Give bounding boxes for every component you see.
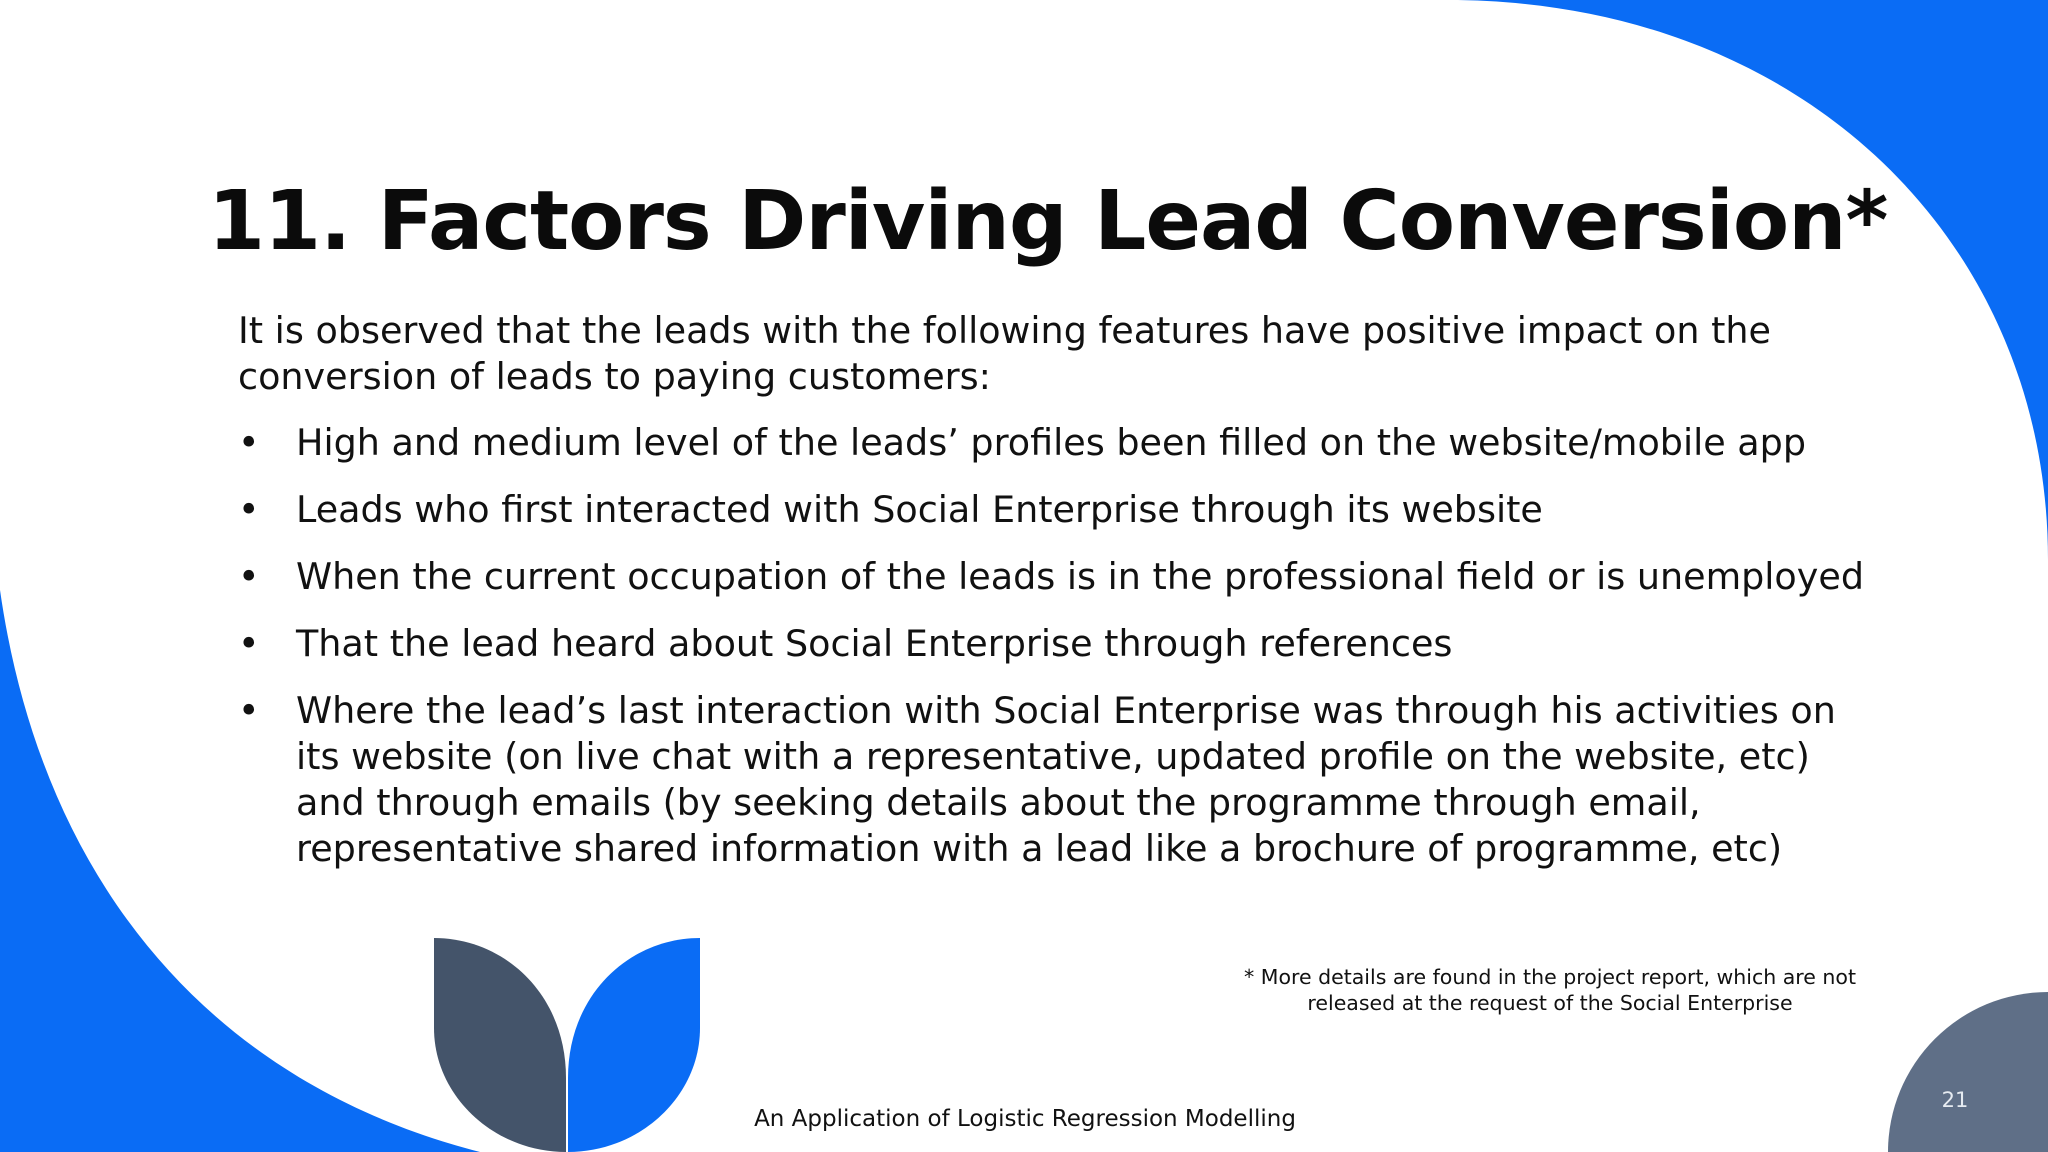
- bullet-text: High and medium level of the leads’ profiles been filled on the website/mobile app: [296, 421, 1807, 464]
- bullet-text: That the lead heard about Social Enterprise through references: [296, 622, 1453, 665]
- bullet-dot: •: [238, 421, 260, 464]
- bullet-text: When the current occupation of the leads is in the professional field or is unemployed: [296, 555, 1864, 598]
- intro-paragraph: It is observed that the leads with the following features have positive impact on the conversion of leads to paying customers:: [238, 309, 1771, 398]
- page-number: 21: [1941, 1088, 1969, 1112]
- bullet-item: [238, 621, 1878, 667]
- bullet-text: Leads who first interacted with Social Enterprise through its website: [296, 488, 1543, 531]
- left-leaf: [434, 938, 566, 1152]
- footer-text: An Application of Logistic Regression Modelling: [754, 1106, 1296, 1132]
- bullet-dot: •: [238, 555, 260, 598]
- bullet-dot: •: [238, 488, 260, 531]
- bullet-item: [238, 487, 1878, 533]
- bullet-text: Where the lead’s last interaction with Social Enterprise was through his activities on its website (on live chat with a representative, updated profile on the website, etc) and through emails (by seeking details about the programme through email, representative shared information with a lead like a brochure of programme, etc): [296, 689, 1836, 870]
- slide-title: 11. Factors Driving Lead Conversion*: [208, 174, 1888, 269]
- bullet-item: [238, 688, 1878, 872]
- footnote: * More details are found in the project report, which are not released at the request of the Social Enterprise: [1243, 965, 1856, 1015]
- bullet-item: [238, 554, 1878, 600]
- bullet-list: [238, 420, 1878, 893]
- page-number-circle: [1888, 992, 2048, 1152]
- bullet-dot: •: [238, 689, 260, 732]
- bullet-dot: •: [238, 622, 260, 665]
- bullet-item: [238, 420, 1878, 466]
